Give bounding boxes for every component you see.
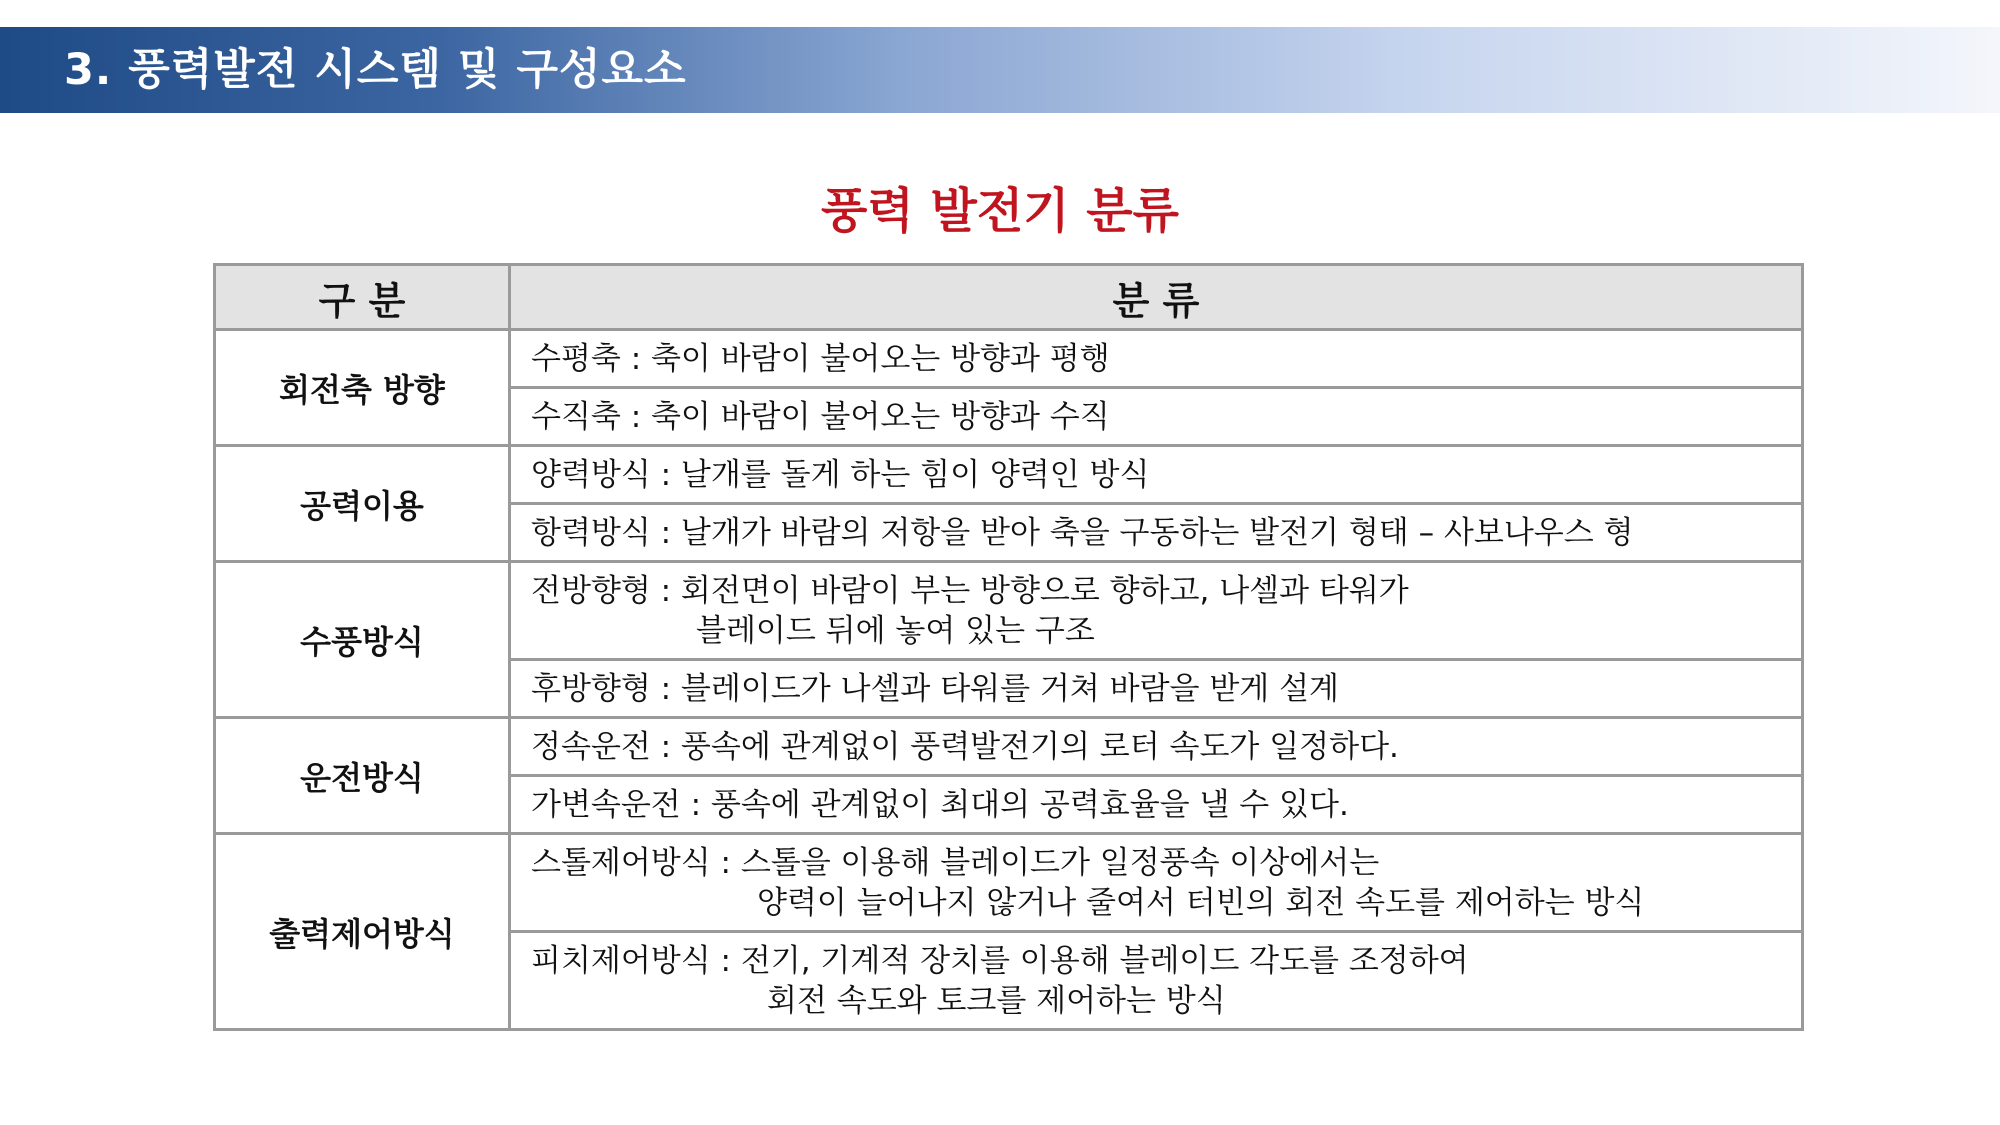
- description-cell: [510, 504, 1803, 562]
- description-line: 회전 속도와 토크를 제어하는 방식: [767, 982, 1226, 1019]
- description-line: 양력방식 : 날개를 돌게 하는 힘이 양력인 방식: [531, 456, 1150, 493]
- description-line: 후방향형 : 블레이드가 나셀과 타워를 거쳐 바람을 받게 설계: [531, 670, 1339, 707]
- category-cell: 출력제어방식: [215, 834, 510, 1030]
- description-cell: [510, 388, 1803, 446]
- description-line: 수평축 : 축이 바람이 불어오는 방향과 평행: [531, 340, 1110, 377]
- description-cell: [510, 776, 1803, 834]
- description-line: 수직축 : 축이 바람이 불어오는 방향과 수직: [531, 398, 1110, 435]
- description-line: 전방향형 : 회전면이 바람이 부는 방향으로 향하고, 나셀과 타워가: [531, 572, 1409, 609]
- section-title: 3. 풍력발전 시스템 및 구성요소: [64, 45, 687, 95]
- table-row: [215, 330, 1803, 388]
- table-row: [215, 562, 1803, 660]
- description-cell: [510, 330, 1803, 388]
- description-cell: [510, 446, 1803, 504]
- description-line: 항력방식 : 날개가 바람의 저항을 받아 축을 구동하는 발전기 형태 – 사보나우스 형: [531, 514, 1634, 551]
- description-cell: [510, 932, 1803, 1030]
- category-cell: 공력이용: [215, 446, 510, 562]
- header-bar: [0, 27, 2000, 113]
- category-cell: 수풍방식: [215, 562, 510, 718]
- table-header-row: [215, 265, 1803, 330]
- table-row: [215, 718, 1803, 776]
- category-cell: 회전축 방향: [215, 330, 510, 446]
- description-line: 블레이드 뒤에 놓여 있는 구조: [696, 612, 1095, 649]
- description-line: 양력이 늘어나지 않거나 줄여서 터빈의 회전 속도를 제어하는 방식: [757, 884, 1645, 921]
- slide-title: 풍력 발전기 분류: [821, 183, 1179, 239]
- table-row: [215, 834, 1803, 932]
- description-cell: [510, 834, 1803, 932]
- category-cell: 운전방식: [215, 718, 510, 834]
- table-row: [215, 446, 1803, 504]
- column-header-category: 구 분: [215, 265, 510, 330]
- description-cell: [510, 718, 1803, 776]
- description-line: 피치제어방식 : 전기, 기계적 장치를 이용해 블레이드 각도를 조정하여: [531, 942, 1469, 979]
- description-line: 가변속운전 : 풍속에 관계없이 최대의 공력효율을 낼 수 있다.: [531, 786, 1349, 823]
- column-header-classification: 분 류: [510, 265, 1803, 330]
- classification-table: [213, 263, 1804, 1031]
- description-cell: [510, 660, 1803, 718]
- description-cell: [510, 562, 1803, 660]
- description-line: 정속운전 : 풍속에 관계없이 풍력발전기의 로터 속도가 일정하다.: [531, 728, 1399, 765]
- description-line: 스톨제어방식 : 스톨을 이용해 블레이드가 일정풍속 이상에서는: [531, 844, 1380, 881]
